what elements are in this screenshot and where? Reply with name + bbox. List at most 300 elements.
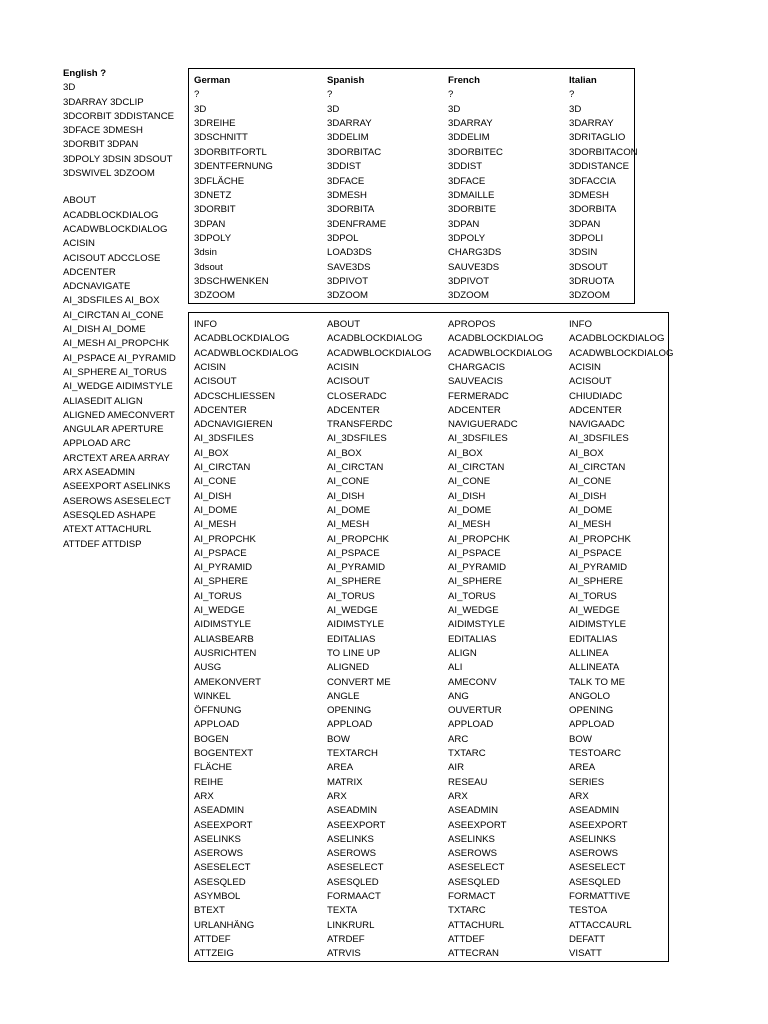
cell-italian: 3DSOUT [569, 261, 608, 273]
cell-german: ASEADMIN [194, 805, 245, 817]
cell-french: AI_TORUS [448, 590, 496, 602]
cell-spanish: ACADBLOCKDIALOG [327, 333, 423, 345]
cell-german: BTEXT [194, 905, 225, 917]
english-command-line: ALIASEDIT ALIGN [63, 395, 143, 407]
cell-italian: 3DPOLI [569, 232, 604, 244]
english-command-line: ACADBLOCKDIALOG [63, 209, 159, 221]
cell-german: AI_CIRCTAN [194, 462, 251, 473]
cell-spanish: ACISOUT [327, 376, 370, 388]
cell-german: 3DNETZ [194, 189, 232, 201]
cell-french: EDITALIAS [448, 633, 497, 645]
cell-spanish: TEXTA [327, 905, 358, 917]
cell-german: ÖFFNUNG [194, 705, 242, 717]
cell-spanish: EDITALIAS [327, 633, 376, 645]
cell-spanish: AI_CIRCTAN [327, 462, 384, 473]
cell-spanish: AI_TORUS [327, 590, 375, 602]
cell-german: AIDIMSTYLE [194, 619, 252, 631]
table-row [189, 704, 668, 718]
cell-french: ATTECRAN [448, 948, 499, 960]
cell-german: BOGEN [194, 733, 229, 745]
cell-french: APROPOS [448, 319, 496, 330]
cell-german: 3dsout [194, 261, 223, 273]
cell-french: OUVERTUR [448, 705, 502, 717]
cell-german: ASEEXPORT [194, 819, 253, 831]
cell-german: FLÄCHE [194, 762, 232, 774]
cell-spanish: LOAD3DS [327, 247, 372, 259]
english-command-line: ARCTEXT AREA ARRAY [63, 452, 170, 464]
cell-german: WINKEL [194, 690, 231, 702]
table-row [189, 790, 668, 804]
cell-italian: NAVIGAADC [569, 419, 625, 431]
cell-german: ARX [194, 790, 214, 802]
cell-french: AI_3DSFILES [448, 433, 508, 445]
table-row [189, 761, 668, 775]
cell-spanish: SAVE3DS [327, 261, 371, 273]
cell-german: 3DSCHNITT [194, 132, 248, 144]
cell-spanish: 3DORBITA [327, 204, 375, 216]
cell-spanish: 3DDIST [327, 161, 362, 173]
table-row [189, 847, 668, 861]
cell-french: ADCENTER [448, 404, 501, 416]
english-command-line: AI_3DSFILES AI_BOX [63, 295, 160, 307]
table-row [189, 432, 668, 446]
english-command-line: ABOUT [63, 195, 97, 207]
cell-german: 3DPOLY [194, 232, 232, 244]
english-heading: English ? [63, 68, 107, 79]
english-command-line: AI_DISH AI_DOME [63, 324, 146, 336]
table-row [189, 647, 668, 661]
cell-french: TXTARC [448, 748, 486, 759]
english-command-line: ACISIN [63, 238, 95, 250]
table-row [189, 604, 668, 618]
table-row [189, 404, 668, 418]
cell-italian: ATTACCAURL [569, 919, 632, 931]
cell-german: ASESELECT [194, 862, 251, 874]
cell-french: AIDIMSTYLE [448, 619, 506, 631]
cell-french: AI_MESH [448, 519, 491, 531]
cell-italian: APPLOAD [569, 719, 615, 731]
cell-german: 3DENTFERNUNG [194, 161, 273, 173]
cell-italian: 3DARRAY [569, 118, 614, 130]
cell-italian: 3DPAN [569, 218, 601, 230]
cell-german: ACADBLOCKDIALOG [194, 333, 290, 345]
cell-italian: 3DZOOM [569, 290, 611, 302]
header-spanish: Spanish [327, 75, 365, 86]
english-command-line: AI_WEDGE AIDIMSTYLE [63, 381, 173, 393]
cell-spanish: AI_3DSFILES [327, 433, 387, 445]
cell-french: ACADBLOCKDIALOG [448, 333, 544, 345]
cell-spanish: ACISIN [327, 361, 359, 373]
table-row [189, 504, 668, 518]
cell-german: AI_DOME [194, 504, 238, 516]
english-command-line: 3DCORBIT 3DDISTANCE [63, 110, 175, 122]
table-row [189, 175, 634, 189]
english-command-line: 3DFACE 3DMESH [63, 125, 143, 137]
table-row [189, 633, 668, 647]
cell-french: 3DPAN [448, 218, 480, 230]
cell-italian: DEFATT [569, 933, 606, 945]
cell-italian: 3DFACCIA [569, 175, 616, 187]
cell-french: AI_SPHERE [448, 576, 502, 588]
cell-spanish: ASEEXPORT [327, 819, 386, 831]
table-row [189, 518, 668, 532]
english-command-line: ACADWBLOCKDIALOG [63, 223, 168, 235]
cell-french: AIR [448, 762, 464, 774]
table-row [189, 332, 668, 346]
english-command-line: ADCNAVIGATE [63, 281, 131, 293]
cell-german: ASEROWS [194, 848, 244, 860]
cell-french: NAVIGUERADC [448, 419, 518, 431]
cell-italian: FORMATTIVE [569, 891, 631, 902]
cell-french: 3DARRAY [448, 118, 493, 130]
table-row [189, 475, 668, 489]
cell-spanish: FORMAACT [327, 891, 381, 902]
cell-german: AUSG [194, 662, 222, 674]
cell-spanish: AI_BOX [327, 447, 362, 459]
cell-german: AI_TORUS [194, 590, 242, 602]
english-command-line: ADCENTER [63, 266, 116, 278]
cell-german: AI_DISH [194, 490, 232, 502]
cell-german: ASYMBOL [194, 891, 241, 902]
cell-italian: AI_WEDGE [569, 605, 620, 616]
cell-french: ATTACHURL [448, 919, 505, 931]
cell-german: ? [194, 89, 200, 101]
cell-spanish: ? [327, 89, 333, 101]
cell-french: SAUVEACIS [448, 376, 503, 388]
cell-italian: AI_DISH [569, 490, 607, 502]
table-row [189, 590, 668, 604]
cell-german: ADCNAVIGIEREN [194, 419, 273, 431]
cell-german: AI_CONE [194, 476, 237, 488]
cell-french: TXTARC [448, 905, 486, 917]
cell-german: 3DSCHWENKEN [194, 275, 269, 287]
table-header-row [189, 74, 634, 88]
table-row [189, 561, 668, 575]
cell-french: 3DORBITE [448, 204, 496, 216]
cell-spanish: AI_DOME [327, 504, 371, 516]
cell-italian: ASEEXPORT [569, 819, 628, 831]
cell-german: URLANHÄNG [194, 919, 255, 931]
cell-italian: ASELINKS [569, 833, 616, 845]
table-row [189, 933, 668, 947]
table-row [189, 275, 634, 289]
english-command-line: ASESQLED ASHAPE [63, 509, 156, 521]
cell-spanish: ATRDEF [327, 933, 365, 945]
cell-french: ASESELECT [448, 862, 505, 874]
table-row [189, 890, 668, 904]
cell-german: 3D [194, 103, 207, 115]
table-row [189, 117, 634, 131]
cell-spanish: ASEADMIN [327, 805, 378, 817]
table-row [189, 318, 668, 332]
cell-italian: AI_MESH [569, 519, 612, 531]
table-row [189, 447, 668, 461]
cell-german: ADCSCHLIESSEN [194, 390, 276, 402]
cell-german: ADCENTER [194, 404, 247, 416]
cell-spanish: CLOSERADC [327, 390, 387, 402]
table-row [189, 375, 668, 389]
cell-french: ASELINKS [448, 833, 495, 845]
cell-italian: ADCENTER [569, 404, 622, 416]
cell-french: ANG [448, 690, 469, 702]
cell-italian: TESTOARC [569, 748, 622, 759]
cell-german: 3DPAN [194, 218, 226, 230]
cell-german: AI_SPHERE [194, 576, 248, 588]
cell-french: CHARGACIS [448, 361, 506, 373]
cell-italian: ALLINEA [569, 647, 609, 659]
cell-spanish: 3DFACE [327, 175, 365, 187]
table-row [189, 547, 668, 561]
cell-spanish: ADCENTER [327, 404, 380, 416]
table-row [189, 246, 634, 260]
cell-italian: ARX [569, 790, 589, 802]
cell-italian: VISATT [569, 948, 602, 960]
cell-german: REIHE [194, 776, 224, 788]
cell-spanish: AI_WEDGE [327, 605, 378, 616]
cell-french: FORMACT [448, 891, 496, 902]
table-row [189, 418, 668, 432]
cell-spanish: 3DENFRAME [327, 218, 387, 230]
english-command-line: 3DSWIVEL 3DZOOM [63, 168, 155, 180]
cell-spanish: ATRVIS [327, 948, 361, 960]
english-command-line: AI_SPHERE AI_TORUS [63, 366, 167, 378]
cell-italian: AI_PYRAMID [569, 562, 628, 574]
cell-french: 3DPOLY [448, 232, 486, 244]
cell-italian: 3DSIN [569, 247, 598, 259]
cell-spanish: CONVERT ME [327, 676, 391, 688]
cell-spanish: AIDIMSTYLE [327, 619, 385, 631]
table-row [189, 618, 668, 632]
cell-french: AI_DISH [448, 490, 486, 502]
table-row [189, 88, 634, 102]
table-row [189, 661, 668, 675]
cell-french: ARX [448, 790, 468, 802]
cell-italian: ASEADMIN [569, 805, 620, 817]
cell-german: ACADWBLOCKDIALOG [194, 347, 299, 359]
english-command-line: ATTDEF ATTDISP [63, 538, 142, 550]
cell-spanish: AI_DISH [327, 490, 365, 502]
cell-spanish: MATRIX [327, 776, 363, 788]
cell-italian: ASEROWS [569, 848, 619, 860]
table-row [189, 347, 674, 361]
cell-italian: AI_PSPACE [569, 547, 622, 559]
cell-german: 3DORBIT [194, 204, 236, 216]
cell-italian: ASESELECT [569, 862, 626, 874]
cell-spanish: 3DZOOM [327, 290, 369, 302]
english-command-line: AI_PSPACE AI_PYRAMID [63, 352, 176, 364]
cell-italian: AI_CIRCTAN [569, 462, 626, 473]
cell-italian: 3D [569, 103, 582, 115]
table-row [189, 103, 634, 117]
cell-spanish: 3DPOL [327, 232, 359, 244]
cell-french: AMECONV [448, 676, 497, 688]
cell-italian: ACISOUT [569, 376, 612, 388]
cell-german: ALIASBEARB [194, 633, 254, 645]
table-row [189, 203, 634, 217]
cell-french: 3DORBITEC [448, 146, 503, 158]
english-command-line: ASEROWS ASESELECT [63, 495, 171, 507]
table-row [189, 131, 634, 145]
english-command-line: 3DPOLY 3DSIN 3DSOUT [63, 153, 173, 165]
english-command-line: 3DARRAY 3DCLIP [63, 96, 144, 108]
table-row [189, 904, 668, 918]
table-row [189, 461, 668, 475]
cell-french: 3DFACE [448, 175, 486, 187]
table-row [189, 146, 638, 160]
cell-italian: AI_SPHERE [569, 576, 623, 588]
cell-french: AI_PSPACE [448, 547, 501, 559]
cell-french: AI_CONE [448, 476, 491, 488]
table-row [189, 833, 668, 847]
cell-french: AI_PYRAMID [448, 562, 507, 574]
cell-french: AI_PROPCHK [448, 533, 510, 545]
english-command-line: ACISOUT ADCCLOSE [63, 252, 161, 264]
cell-german: BOGENTEXT [194, 748, 254, 759]
cell-german: AI_3DSFILES [194, 433, 254, 445]
header-german: German [194, 75, 231, 86]
cell-french: 3DDIST [448, 161, 483, 173]
table-row [189, 361, 668, 375]
table-3d-commands [188, 68, 638, 304]
cell-german: APPLOAD [194, 719, 240, 731]
cell-italian: 3DDISTANCE [569, 161, 630, 173]
table-row [189, 575, 668, 589]
cell-spanish: AI_MESH [327, 519, 370, 531]
table-row [189, 733, 668, 747]
cell-german: INFO [194, 319, 217, 330]
cell-french: SAUVE3DS [448, 261, 500, 273]
cell-spanish: 3D [327, 103, 340, 115]
english-group-commands [63, 194, 181, 551]
table-row [189, 947, 668, 961]
cell-german: 3dsin [194, 247, 217, 259]
cell-spanish: AI_PROPCHK [327, 533, 389, 545]
cell-german: 3DZOOM [194, 290, 236, 302]
table-row [189, 747, 668, 761]
cell-italian: SERIES [569, 776, 605, 788]
cell-spanish: ASEROWS [327, 848, 377, 860]
cell-german: AI_PYRAMID [194, 562, 253, 574]
cell-french: ASESQLED [448, 876, 500, 888]
cell-french: 3DPIVOT [448, 275, 490, 287]
cell-french: APPLOAD [448, 719, 494, 731]
table-row [189, 919, 668, 933]
english-command-line: 3DORBIT 3DPAN [63, 139, 139, 151]
table-row [189, 218, 634, 232]
table-row [189, 160, 634, 174]
table-row [189, 232, 634, 246]
cell-german: AI_WEDGE [194, 605, 245, 616]
cell-italian: 3DRITAGLIO [569, 132, 626, 144]
cell-italian: ACADBLOCKDIALOG [569, 333, 665, 345]
table-row [189, 804, 668, 818]
cell-italian: CHIUDIADC [569, 390, 623, 402]
table-row [189, 876, 668, 890]
cell-italian: AI_3DSFILES [569, 433, 629, 445]
cell-spanish: 3DORBITAC [327, 146, 382, 158]
cell-french: ATTDEF [448, 933, 485, 945]
cell-spanish: ABOUT [327, 319, 361, 330]
table-row [189, 490, 668, 504]
cell-german: ATTDEF [194, 933, 231, 945]
cell-spanish: AI_SPHERE [327, 576, 381, 588]
english-command-line: APPLOAD ARC [63, 438, 131, 450]
cell-spanish: 3DMESH [327, 189, 367, 201]
cell-italian: ASESQLED [569, 876, 621, 888]
english-command-line: ASEEXPORT ASELINKS [63, 481, 171, 493]
cell-french: AI_CIRCTAN [448, 462, 505, 473]
cell-italian: BOW [569, 733, 592, 745]
table-row [189, 390, 668, 404]
cell-french: FERMERADC [448, 390, 509, 402]
cell-italian: ACADWBLOCKDIALOG [569, 347, 674, 359]
cell-spanish: AI_CONE [327, 476, 370, 488]
cell-french: ? [448, 89, 454, 101]
table-row [189, 189, 634, 203]
cell-italian: ? [569, 89, 575, 101]
cell-spanish: ANGLE [327, 690, 360, 702]
table-row [189, 289, 634, 303]
cell-spanish: ARX [327, 790, 347, 802]
english-command-line: ALIGNED AMECONVERT [63, 409, 175, 421]
cell-french: 3DDELIM [448, 132, 490, 144]
cell-spanish: ASESELECT [327, 862, 384, 874]
cell-italian: ACISIN [569, 361, 601, 373]
cell-german: ATTZEIG [194, 948, 234, 960]
cell-spanish: TRANSFERDC [327, 419, 393, 431]
cell-german: 3DFLÄCHE [194, 175, 245, 187]
cell-french: AI_DOME [448, 504, 492, 516]
cell-italian: AIDIMSTYLE [569, 619, 627, 631]
cell-spanish: 3DDELIM [327, 132, 369, 144]
cell-german: ACISOUT [194, 376, 237, 388]
cell-german: ASESQLED [194, 876, 246, 888]
table-row [189, 533, 668, 547]
cell-italian: 3DMESH [569, 189, 609, 201]
table-row [189, 690, 668, 704]
cell-spanish: OPENING [327, 705, 372, 717]
table-row [189, 718, 668, 732]
cell-french: ALIGN [448, 647, 477, 659]
cell-spanish: 3DARRAY [327, 118, 372, 130]
cell-french: ASEADMIN [448, 805, 499, 817]
cell-german: 3DORBITFORTL [194, 146, 267, 158]
cell-german: AI_BOX [194, 447, 229, 459]
cell-german: AMEKONVERT [194, 676, 261, 688]
cell-german: AI_PROPCHK [194, 533, 256, 545]
cell-french: ASEROWS [448, 848, 498, 860]
cell-italian: ALLINEATA [569, 662, 620, 674]
cell-spanish: TO LINE UP [327, 647, 381, 659]
table-row [189, 261, 634, 275]
group-spacer [63, 181, 181, 194]
cell-french: ALI [448, 662, 463, 674]
cell-italian: AI_CONE [569, 476, 612, 488]
cell-french: ARC [448, 733, 469, 745]
english-group-3d [63, 81, 181, 181]
cell-spanish: ASESQLED [327, 876, 379, 888]
cell-german: ACISIN [194, 361, 226, 373]
cell-italian: AI_PROPCHK [569, 533, 631, 545]
cell-spanish: ASELINKS [327, 833, 374, 845]
cell-german: AI_MESH [194, 519, 237, 531]
cell-spanish: AI_PYRAMID [327, 562, 386, 574]
cell-french: AI_WEDGE [448, 605, 499, 616]
cell-italian: TESTOA [569, 905, 608, 917]
english-command-line: ARX ASEADMIN [63, 467, 135, 479]
table-general-commands [188, 312, 674, 962]
english-command-line: AI_CIRCTAN AI_CONE [63, 309, 164, 321]
